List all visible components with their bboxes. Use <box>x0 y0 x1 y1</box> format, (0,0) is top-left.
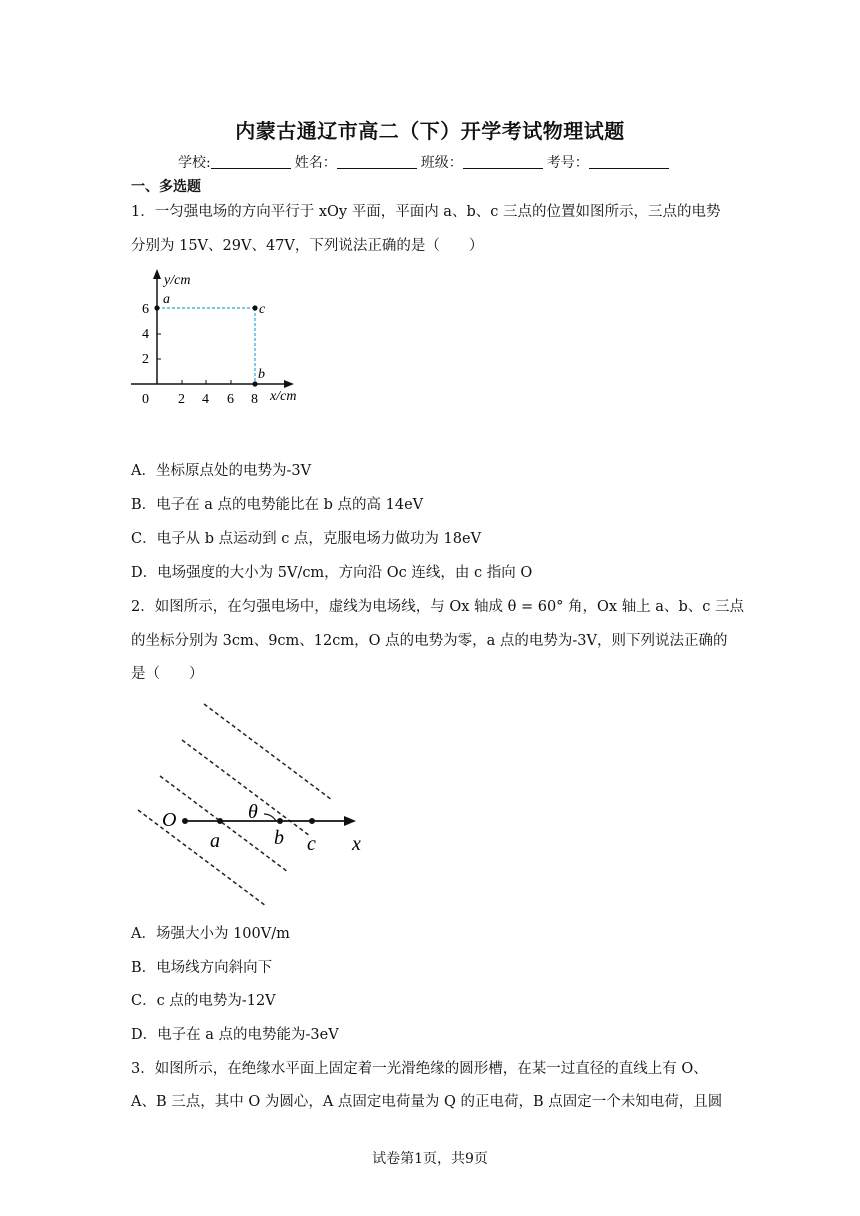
q1-x-tick-label: 2 <box>178 392 185 407</box>
q1-option-d: D．电场强度的大小为 5V/cm，方向沿 Oc 连线，由 c 指向 O <box>131 565 533 581</box>
q2-point-c <box>309 818 315 824</box>
q2-option-d: D．电子在 a 点的电势能为-3eV <box>131 1027 339 1043</box>
page-title: 内蒙古通辽市高二（下）开学考试物理试题 <box>235 119 625 143</box>
q1-option-b: B．电子在 a 点的电势能比在 b 点的高 14eV <box>131 497 424 513</box>
q2-label-theta: θ <box>248 801 258 823</box>
q1-x-tick-label: 4 <box>202 392 209 407</box>
school-label: 学校: <box>178 155 211 171</box>
q2-label-O: O <box>162 809 177 831</box>
q2-field-line <box>204 704 332 800</box>
section-heading: 一、多选题 <box>131 179 201 195</box>
q2-angle-arc <box>264 814 276 821</box>
q1-x-axis-arrow <box>284 380 294 388</box>
page-footer: 试卷第1页，共9页 <box>372 1151 488 1167</box>
q2-label-c: c <box>307 833 316 855</box>
class-blank[interactable] <box>463 154 543 169</box>
q1-point-b <box>252 381 257 386</box>
class-label: 班级： <box>420 155 463 171</box>
q1-stem-line1: 1．一匀强电场的方向平行于 xOy 平面，平面内 a、b、c 三点的位置如图所示，三点的电势 <box>131 204 721 220</box>
exam-no-label: 考号： <box>546 155 589 171</box>
q2-point-b <box>277 818 283 824</box>
q1-option-c: C．电子从 b 点运动到 c 点，克服电场力做功为 18eV <box>131 531 482 547</box>
q2-label-x: x <box>352 833 361 855</box>
name-label: 姓名： <box>294 155 337 171</box>
q2-field-line <box>138 810 266 906</box>
school-blank[interactable] <box>211 154 291 169</box>
q1-figure <box>128 266 318 416</box>
q2-point-O <box>182 818 188 824</box>
q2-stem-line3: 是（ ） <box>131 666 204 682</box>
q1-label-a: a <box>163 292 170 307</box>
q1-option-a: A．坐标原点处的电势为-3V <box>131 463 312 479</box>
q1-y-axis-arrow <box>153 269 161 279</box>
q2-option-c: C．c 点的电势为-12V <box>131 993 276 1009</box>
q1-x-tick-label: 6 <box>227 392 234 407</box>
q1-origin-label: 0 <box>142 392 149 407</box>
q1-point-a <box>154 305 159 310</box>
q1-label-c: c <box>259 302 266 317</box>
q2-stem-line2: 的坐标分别为 3cm、9cm、12cm，O 点的电势为零，a 点的电势为-3V，则下列说法正确的 <box>131 633 728 649</box>
q3-stem-line1: 3．如图所示，在绝缘水平面上固定着一光滑绝缘的圆形槽，在某一过直径的直线上有 O、 <box>131 1061 708 1077</box>
q1-x-axis-label: x/cm <box>270 389 297 404</box>
q2-label-a: a <box>210 830 220 852</box>
q2-stem-line1: 2．如图所示，在匀强电场中，虚线为电场线，与 Ox 轴成 θ = 60° 角，Ox 轴上 a、b、c 三点 <box>131 599 744 615</box>
exam-no-blank[interactable] <box>589 154 669 169</box>
q2-point-a <box>217 818 223 824</box>
q1-stem-line2: 分别为 15V、29V、47V，下列说法正确的是（ ） <box>131 238 484 254</box>
q1-y-tick-label: 2 <box>142 352 149 367</box>
q1-y-axis-label: y/cm <box>164 273 191 288</box>
q2-option-a: A．场强大小为 100V/m <box>131 926 290 942</box>
q1-y-tick-label: 4 <box>142 327 149 342</box>
name-blank[interactable] <box>337 154 417 169</box>
q1-x-tick-label: 8 <box>251 392 258 407</box>
q3-stem-line2: A、B 三点，其中 O 为圆心，A 点固定电荷量为 Q 的正电荷，B 点固定一个未知电荷，且圆 <box>131 1094 723 1110</box>
q1-point-c <box>252 305 257 310</box>
student-info-line <box>178 152 673 172</box>
q2-x-axis-arrow <box>344 816 356 826</box>
q2-figure <box>130 698 380 910</box>
q2-label-b: b <box>274 827 284 849</box>
q2-field-line <box>160 776 288 872</box>
q1-label-b: b <box>258 367 265 382</box>
q1-y-tick-label: 6 <box>142 302 149 317</box>
q2-option-b: B．电场线方向斜向下 <box>131 960 273 976</box>
